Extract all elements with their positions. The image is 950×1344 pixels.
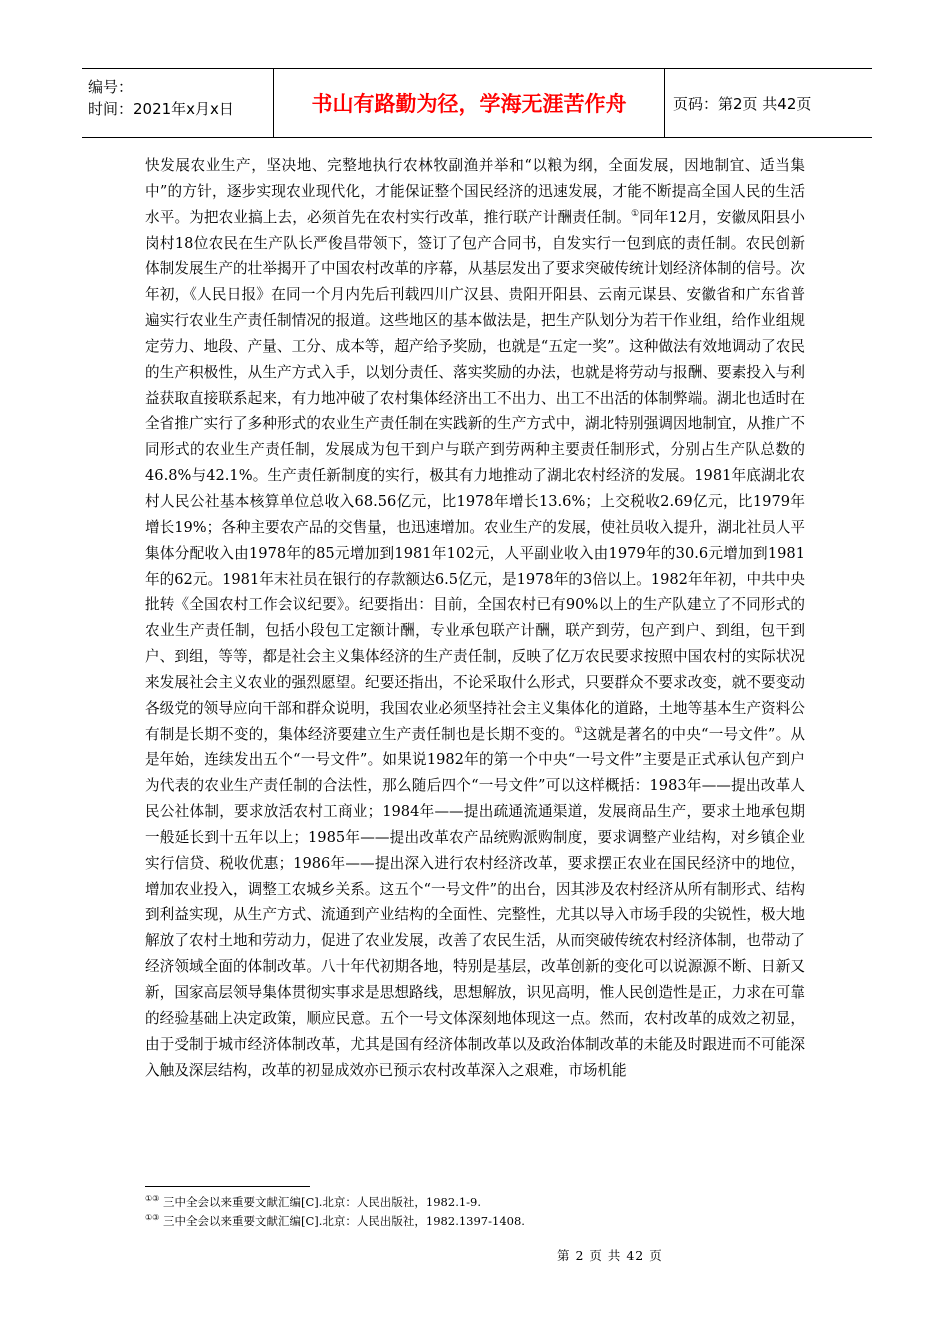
document-body — [145, 153, 805, 1083]
footnote-marker[interactable]: ① — [630, 208, 640, 219]
body-text-a: 快发展农业生产，坚决地、完整地执行农林牧副渔并举和“以粮为纲，全面发展，因地制宜、适当集中”的方针，逐步实现农业现代化，才能保证整个国民经济的迅速发展，才能不断提高全国人民的生活水平。为把农业搞上去，必须首先在农村实行改革，推行联产计酬责任制。 — [145, 157, 805, 226]
footnote-text: 三中全会以来重要文献汇编[C].北京：人民出版社，1982.1-9. — [159, 1195, 482, 1209]
footnote-item — [145, 1212, 805, 1231]
footnotes — [145, 1193, 805, 1231]
body-paragraph — [145, 153, 805, 1083]
footnote-divider — [145, 1186, 310, 1187]
page-info-text: 页码：第2页 共42页 — [673, 94, 812, 113]
document-date: 时间：2021年x月x日 — [88, 100, 234, 118]
page-header — [82, 68, 872, 138]
body-text-c: 这就是著名的中央“一号文件”。从是年始，连续发出五个“一号文件”。如果说1982年的第一个中央“一号文件”主要是正式承认包产到户为代表的农业生产责任制的合法性，那么随后四个“一号文件”可以这样概括：1983年——提出改革人民公社体制，要求放活农村工商业；1984年——提出疏通流通渠道，发展商品生产，要求土地承包期一般延长到十五年以上；1985年——提出改革农产品统购派购制度，要求调整产业结构，对乡镇企业实行信贷、税收优惠；1986年——提出深入进行农村经济改革，要求摆正农业在国民经济中的地位，增加农业投入，调整工农城乡关系。这五个“一号文件”的出台，因其涉及农村经济从所有制形式、结构到利益实现，从生产方式、流通到产业结构的全面性、完整性，尤其以导入市场手段的尖锐性，极大地解放了农村土地和劳动力，促进了农业发展，改善了农民生活，从而突破传统农村经济体制，也带动了经济领域全面的体制改革。八十年代初期各地，特别是基层，改革创新的变化可以说源源不断、日新又新，国家高层领导集体贯彻实事求是思想路线，思想解放，识见高明，惟人民创造性是正，力求在可靠的经验基础上决定政策，顺应民意。五个一号文体深刻地体现这一点。然而，农村改革的成效之初显，由于受制于城市经济体制改革，尤其是国有经济体制改革以及政治体制改革的未能及时跟进而不可能深入触及深层结构，改革的初显成效亦已预示农村改革深入之艰难，市场机能 — [145, 725, 805, 1079]
motto-text: 书山有路勤为径，学海无涯苦作舟 — [311, 92, 627, 116]
footnote-marker: ①③ — [145, 1194, 160, 1204]
page-number: 第 2 页 共 42 页 — [557, 1248, 663, 1263]
document-number-label: 编号： — [88, 78, 134, 96]
header-meta — [82, 69, 274, 137]
footnote-marker[interactable]: ① — [574, 725, 583, 736]
footnote-text: 三中全会以来重要文献汇编[C].北京：人民出版社，1982.1397-1408. — [159, 1214, 525, 1228]
footnote-item — [145, 1193, 805, 1212]
header-motto — [274, 69, 665, 137]
page-footer — [557, 1246, 663, 1264]
body-text-b: 同年12月，安徽凤阳县小岗村18位农民在生产队长严俊昌带领下，签订了包产合同书，自发实行一包到底的责任制。农民创新体制发展生产的壮举揭开了中国农村改革的序幕，从基层发出了要求突破传统计划经济体制的信号。次年初，《人民日报》在同一个月内先后刊载四川广汉县、贵阳开阳县、云南元谋县、安徽省和广东省普遍实行农业生产责任制情况的报道。这些地区的基本做法是，把生产队划分为若干作业组，给作业组规定劳力、地段、产量、工分、成本等，超产给予奖励，也就是“五定一奖”。这种做法有效地调动了农民的生产积极性，从生产方式入手，以划分责任、落实奖励的办法，也就是将劳动与报酬、要素投入与利益获取直接联系起来，有力地冲破了农村集体经济出工不出力、出工不出活的体制弊端。湖北也适时在全省推广实行了多种形式的农业生产责任制在实践新的生产方式中，湖北特别强调因地制宜，从推广不同形式的农业生产责任制，发展成为包干到户与联产到劳两种主要责任制形式，分别占生产队总数的46.8%与42.1%。生产责任新制度的实行，极其有力地推动了湖北农村经济的发展。1981年底湖北农村人民公社基本核算单位总收入68.56亿元，比1978年增长13.6%；上交税收2.69亿元，比1979年增长19%；各种主要农产品的交售量，也迅速增加。农业生产的发展，使社员收入提升，湖北社员人平集体分配收入由1978年的85元增加到1981年102元，人平副业收入由1979年的30.6元增加到1981年的62元。1981年末社员在银行的存款额达6.5亿元，是1978年的3倍以上。1982年年初，中共中央批转《全国农村工作会议纪要》。纪要指出：目前，全国农村已有90%以上的生产队建立了不同形式的农业生产责任制，包括小段包工定额计酬，专业承包联产计酬，联产到劳，包产到户、到组，包干到户、到组，等等，都是社会主义集体经济的生产责任制，反映了亿万农民要求按照中国农村的实际状况来发展社会主义农业的强烈愿望。纪要还指出，不论采取什么形式，只要群众不要求改变，就不要变动各级党的领导应向干部和群众说明，我国农业必须坚持社会主义集体化的道路，土地等基本生产资料公有制是长期不变的，集体经济要建立生产责任制也是长期不变的。 — [145, 208, 805, 743]
header-page-info — [665, 69, 872, 137]
footnote-marker: ①③ — [145, 1213, 160, 1223]
